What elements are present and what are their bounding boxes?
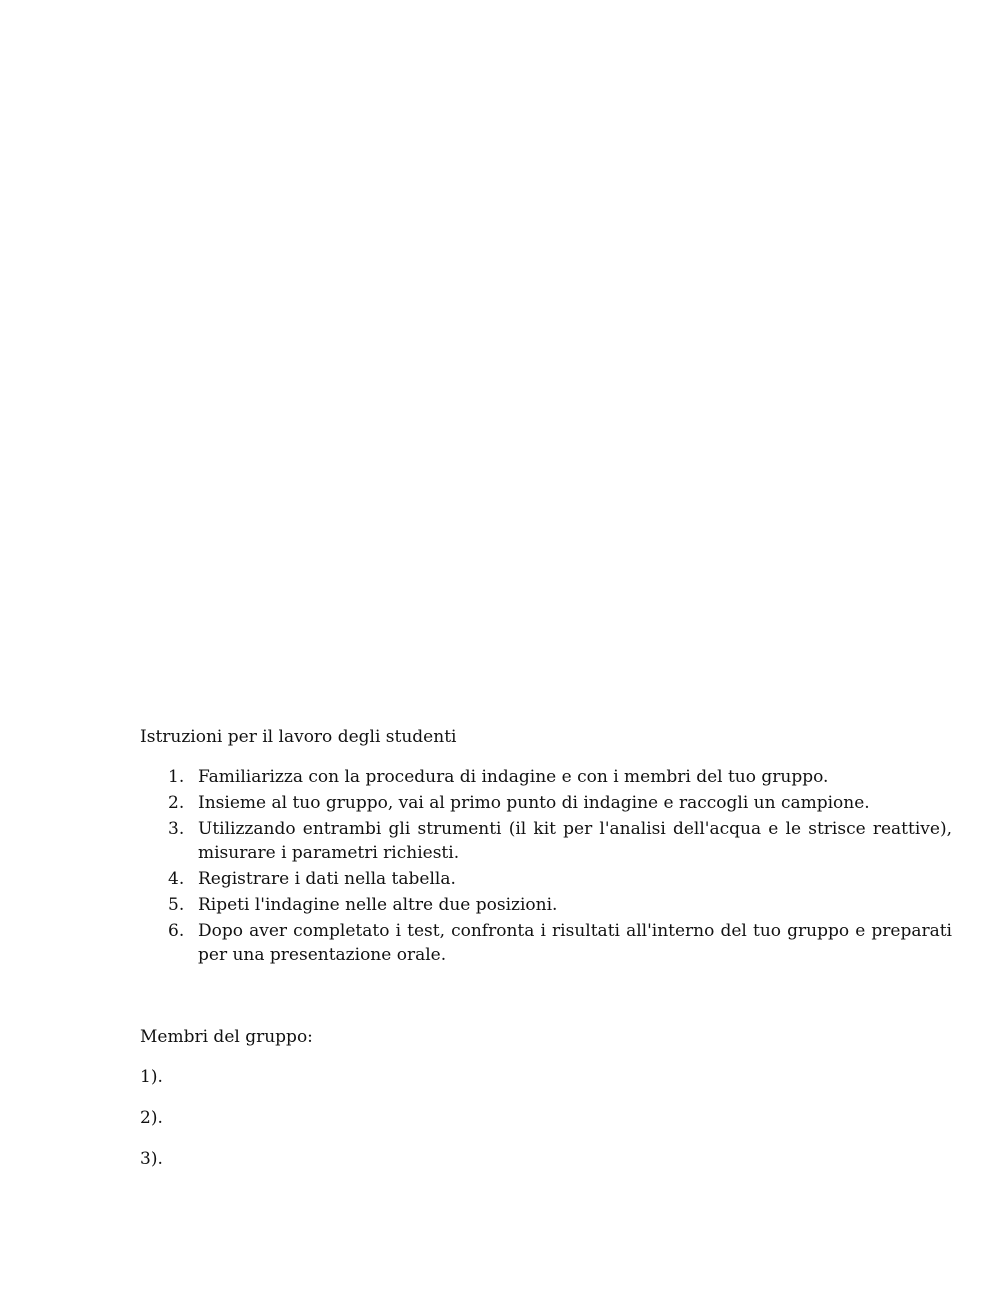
step-number: 6. xyxy=(168,921,185,941)
step-text: Ripeti l'indagine nelle altre due posizioni. xyxy=(198,895,558,915)
step-text: Dopo aver completato i test, confronta i risultati all'interno del tuo gruppo e preparati per una presentazione orale. xyxy=(198,921,952,965)
step-number: 3. xyxy=(168,819,185,839)
step-text: Utilizzando entrambi gli strumenti (il kit per l'analisi dell'acqua e le strisce reattive), misurare i parametri richiesti. xyxy=(198,819,952,863)
member-line-3: 3). xyxy=(140,1149,163,1169)
member-line-2: 2). xyxy=(140,1108,163,1128)
instruction-step-1 xyxy=(140,765,952,789)
step-number: 5. xyxy=(168,895,185,915)
instruction-step-2 xyxy=(140,791,952,815)
instruction-step-3 xyxy=(140,817,952,865)
step-text: Familiarizza con la procedura di indagine e con i membri del tuo gruppo. xyxy=(198,767,829,787)
instruction-step-6 xyxy=(140,919,952,967)
step-number: 4. xyxy=(168,869,185,889)
step-text: Insieme al tuo gruppo, vai al primo punto di indagine e raccogli un campione. xyxy=(198,793,870,813)
instructions-heading: Istruzioni per il lavoro degli studenti xyxy=(140,727,457,747)
instruction-step-4 xyxy=(140,867,952,891)
step-number: 2. xyxy=(168,793,185,813)
step-number: 1. xyxy=(168,767,185,787)
instructions-list xyxy=(140,765,952,967)
document-content xyxy=(140,725,952,1188)
group-members-title: Membri del gruppo: xyxy=(140,1027,313,1047)
step-text: Registrare i dati nella tabella. xyxy=(198,869,456,889)
instruction-step-5 xyxy=(140,893,952,917)
member-line-1: 1). xyxy=(140,1067,163,1087)
